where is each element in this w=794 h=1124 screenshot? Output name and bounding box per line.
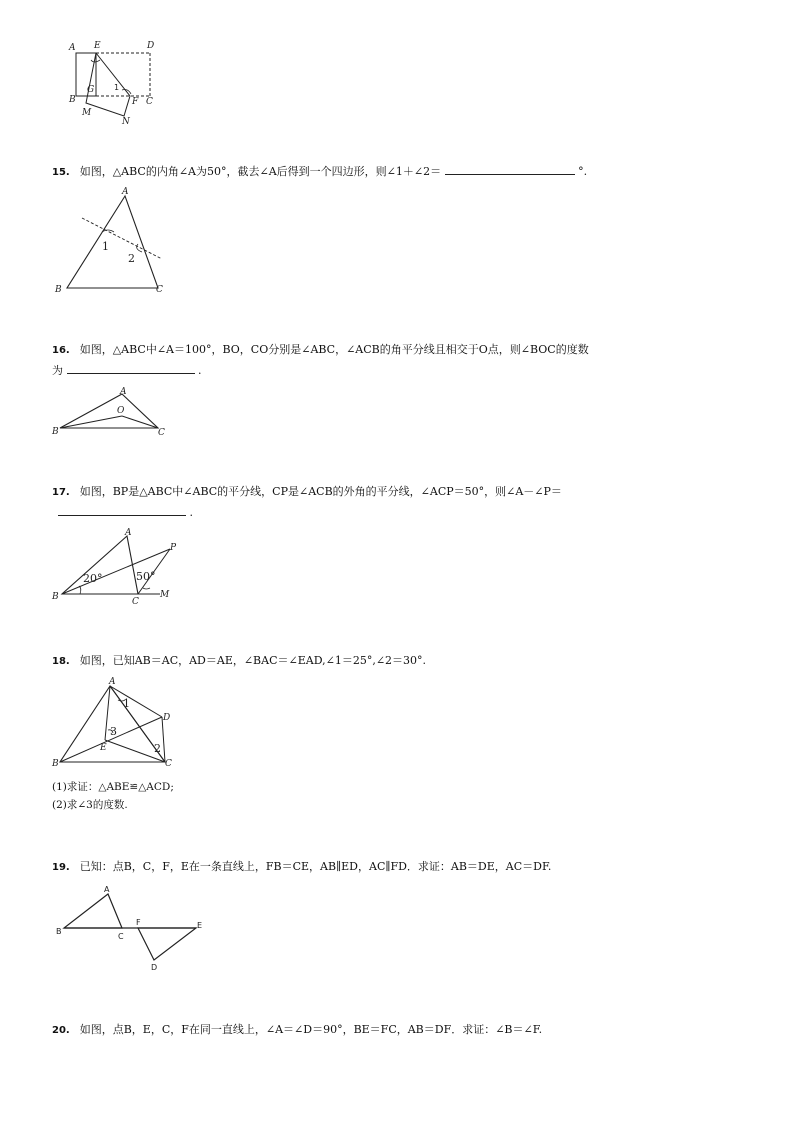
question-number: 17.: [52, 487, 70, 498]
label-A: A: [125, 528, 132, 538]
label-E: E: [100, 743, 107, 753]
label-N: N: [122, 117, 130, 127]
label-C: C: [118, 932, 124, 941]
question-suffix: .: [198, 364, 202, 377]
label-A: A: [104, 885, 110, 894]
figure-q17: [50, 524, 190, 610]
label-B: B: [52, 759, 59, 769]
label-C: C: [158, 428, 165, 438]
label-C: C: [156, 285, 163, 295]
label-A: A: [109, 677, 116, 687]
label-F: F: [136, 918, 141, 927]
question-17: [52, 483, 562, 502]
label-C: C: [146, 97, 153, 107]
label-P: P: [170, 543, 177, 553]
label-angle-2: 2: [154, 742, 161, 755]
label-A: A: [69, 43, 76, 53]
question-number: 20.: [52, 1025, 70, 1036]
question-text-cont: 为: [52, 364, 63, 377]
label-angle-1: 1: [102, 240, 109, 253]
question-18-part2: (2)求∠3的度数.: [52, 799, 128, 811]
label-angle-3: 3: [110, 725, 117, 738]
label-M: M: [82, 108, 92, 118]
question-17-line2: [58, 503, 193, 522]
label-B: B: [69, 95, 76, 105]
label-angle-2: 2: [128, 252, 135, 265]
question-text: 如图，点B，E，C，F在同一直线上，∠A＝∠D＝90°，BE＝FC，AB＝DF．求证：∠B＝∠F.: [79, 1023, 543, 1036]
label-D: D: [147, 41, 155, 51]
question-16: [52, 341, 589, 360]
label-A: A: [122, 187, 129, 197]
question-18: [52, 652, 426, 671]
label-F: F: [132, 97, 139, 107]
label-A: A: [120, 387, 127, 397]
label-M: M: [160, 590, 170, 600]
question-number: 15.: [52, 167, 70, 178]
figure-q18: [50, 674, 190, 774]
label-angle-1: 1: [123, 697, 130, 710]
question-20: [52, 1021, 542, 1040]
figure-q14: [60, 38, 170, 126]
question-number: 18.: [52, 656, 70, 667]
question-number: 16.: [52, 345, 70, 356]
question-suffix: °.: [578, 165, 588, 178]
label-E: E: [197, 921, 203, 930]
label-angle-20: 20°: [83, 572, 103, 585]
label-C: C: [132, 597, 139, 607]
label-C: C: [165, 759, 172, 769]
question-text: 如图，△ABC的内角∠A为50°，截去∠A后得到一个四边形，则∠1＋∠2＝: [79, 165, 442, 178]
answer-blank[interactable]: [67, 361, 195, 374]
question-suffix: .: [189, 506, 193, 519]
label-D: D: [163, 713, 171, 723]
question-number: 19.: [52, 862, 70, 873]
label-D: D: [151, 963, 158, 972]
question-text: 如图，BP是△ABC中∠ABC的平分线，CP是∠ACB的外角的平分线，∠ACP＝50°，则∠A－∠P＝: [79, 485, 562, 498]
label-B: B: [52, 592, 59, 602]
question-15: [52, 162, 587, 182]
label-O: O: [117, 406, 125, 416]
label-B: B: [55, 285, 62, 295]
figure-q16: [50, 384, 175, 442]
question-text: 已知：点B，C，F，E在一条直线上，FB＝CE，AB∥ED，AC∥FD．求证：AB＝DE，AC＝DF.: [79, 860, 552, 873]
question-text: 如图，△ABC中∠A＝100°，BO，CO分别是∠ABC，∠ACB的角平分线且相交于O点，则∠BOC的度数: [79, 343, 589, 356]
answer-blank[interactable]: [58, 503, 186, 516]
label-angle-1: 1: [114, 83, 120, 92]
answer-blank[interactable]: [445, 162, 575, 175]
label-E: E: [94, 41, 101, 51]
question-18-part1: (1)求证：△ABE≌△ACD;: [52, 781, 174, 793]
question-19: [52, 858, 551, 877]
label-angle-50: 50°: [136, 570, 156, 583]
label-G: G: [87, 85, 95, 95]
question-16-line2: [52, 361, 202, 380]
figure-q19: [52, 882, 212, 978]
figure-q15: [50, 186, 170, 298]
label-B: B: [56, 927, 62, 936]
label-B: B: [52, 427, 59, 437]
question-text: 如图，已知AB＝AC，AD＝AE，∠BAC＝∠EAD,∠1＝25°,∠2＝30°.: [79, 654, 427, 667]
